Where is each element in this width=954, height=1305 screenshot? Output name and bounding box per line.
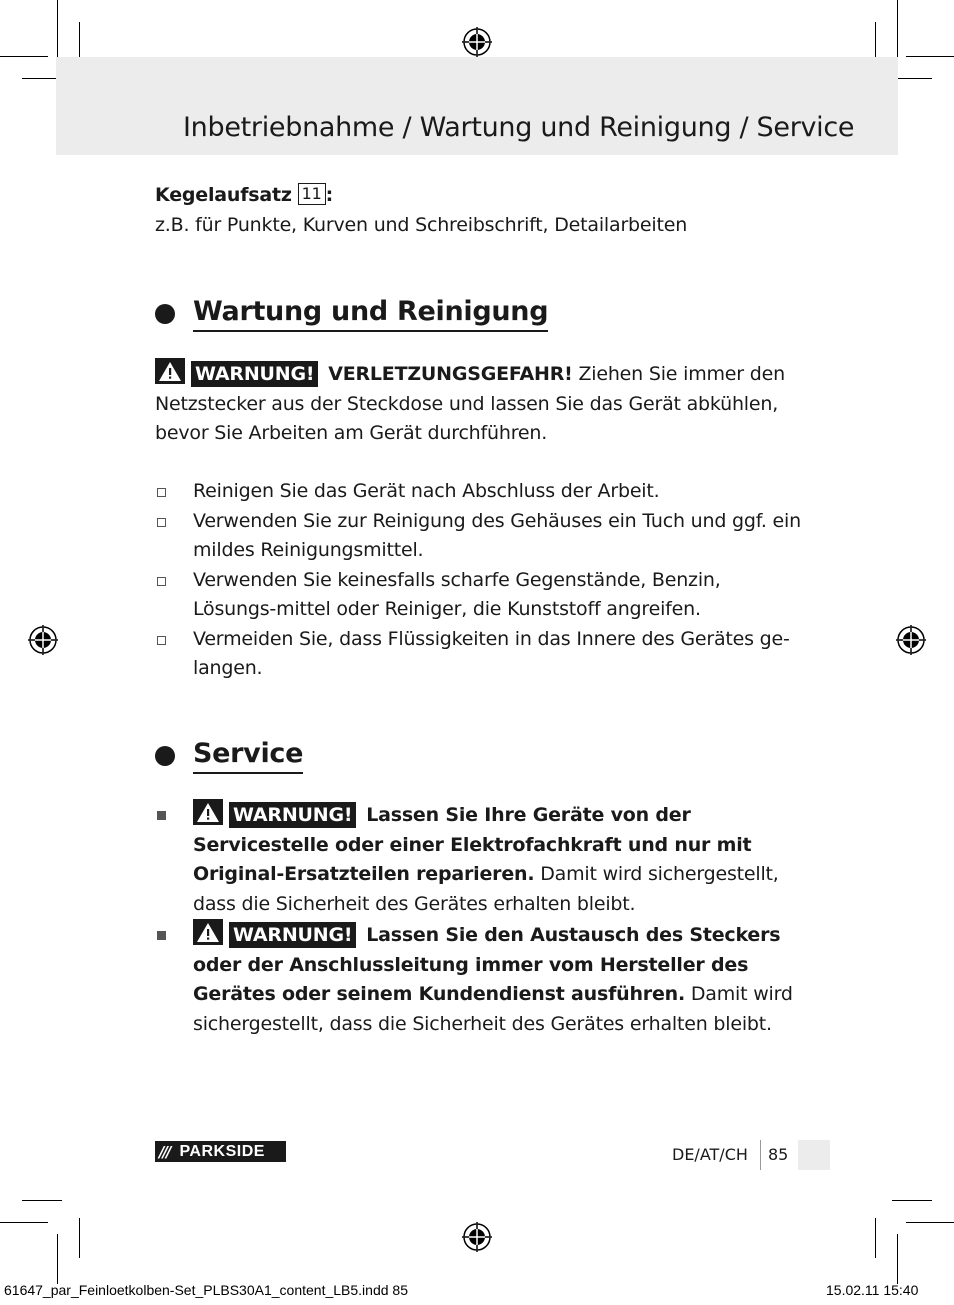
service-bold-text: Lassen Sie den Austausch des Steckers oder der Anschlussleitung immer vom Hersteller des Gerätes oder seinem Kundendienst ausführen. <box>193 924 781 1005</box>
crop-mark <box>79 1218 80 1258</box>
kegelaufsatz-description: z.B. für Punkte, Kurven und Schreibschrift, Detailarbeiten <box>155 213 688 236</box>
warning-paragraph <box>155 358 805 449</box>
crop-mark <box>79 22 80 62</box>
checkbox-bullet-icon <box>157 518 166 527</box>
warning-badge: WARNUNG! <box>229 802 356 828</box>
registration-mark-icon <box>28 625 58 655</box>
section-heading-wartung <box>155 296 548 332</box>
checkbox-bullet-icon <box>157 488 166 497</box>
part-number-badge: 11 <box>298 183 326 205</box>
list-item <box>155 566 805 625</box>
warning-triangle-icon <box>193 919 223 945</box>
warning-badge: WARNUNG! <box>229 922 356 948</box>
list-item <box>155 477 805 507</box>
section-title-service: Service <box>193 738 303 774</box>
logo-text: PARKSIDE <box>179 1142 265 1160</box>
crop-mark <box>897 0 898 62</box>
crop-mark <box>897 1234 898 1284</box>
list-item <box>155 625 805 684</box>
parkside-logo <box>155 1141 286 1162</box>
crop-mark <box>875 1218 876 1258</box>
warning-text: Ziehen Sie immer den Netzstecker aus der Steckdose und lassen Sie das Gerät abkühlen, bevor Sie Arbeiten am Gerät durchführen. <box>155 363 785 444</box>
registration-mark-icon <box>462 1222 492 1252</box>
crop-mark <box>875 22 876 62</box>
crop-mark <box>892 78 932 79</box>
slug-filename: 61647_par_Feinloetkolben-Set_PLBS30A1_content_LB5.indd 85 <box>4 1282 408 1298</box>
list-item-text: Reinigen Sie das Gerät nach Abschluss der Arbeit. <box>193 480 660 502</box>
crop-mark <box>892 1200 932 1201</box>
warning-triangle-icon <box>155 358 185 384</box>
warning-badge: WARNUNG! <box>191 361 318 387</box>
list-item <box>155 799 815 919</box>
warning-triangle-icon <box>193 799 223 825</box>
footer-region: DE/AT/CH <box>672 1145 748 1164</box>
square-bullet-icon <box>157 811 166 820</box>
service-text: Damit wird sichergestellt, dass die Sicherheit des Gerätes erhalten bleibt. <box>193 863 779 915</box>
crop-mark <box>57 0 58 62</box>
logo-slashes: /// <box>159 1142 170 1161</box>
registration-mark-icon <box>462 27 492 57</box>
square-bullet-icon <box>157 931 166 940</box>
crop-mark <box>22 1200 62 1201</box>
kegelaufsatz-colon: : <box>325 184 333 206</box>
service-text: Damit wird sichergestellt, dass die Sicherheit des Gerätes erhalten bleibt. <box>193 983 793 1035</box>
checkbox-bullet-icon <box>157 577 166 586</box>
warning-bold-text: VERLETZUNGSGEFAHR! <box>328 363 573 385</box>
kegelaufsatz-block <box>155 181 815 240</box>
page-title: Inbetriebnahme / Wartung und Reinigung / Service <box>183 112 855 143</box>
footer-tab-box <box>798 1140 830 1170</box>
wartung-list <box>155 477 805 684</box>
crop-mark <box>57 1234 58 1284</box>
list-item-text: Vermeiden Sie, dass Flüssigkeiten in das Innere des Gerätes ge-langen. <box>193 627 790 679</box>
list-item <box>155 919 815 1039</box>
section-heading-service <box>155 738 303 774</box>
list-item-text: Verwenden Sie keinesfalls scharfe Gegenstände, Benzin, Lösungs-mittel oder Reiniger, die Kunststoff angreifen. <box>193 568 721 620</box>
registration-mark-icon <box>896 625 926 655</box>
page-number: 85 <box>768 1145 789 1164</box>
footer-divider <box>760 1140 761 1170</box>
crop-mark <box>906 1222 954 1223</box>
list-item <box>155 507 805 566</box>
section-bullet-icon <box>155 304 175 324</box>
slug-date: 15.02.11 15:40 <box>826 1282 919 1298</box>
service-list <box>155 799 815 1039</box>
list-item-text: Verwenden Sie zur Reinigung des Gehäuses ein Tuch und ggf. ein mildes Reinigungsmittel. <box>193 509 801 561</box>
checkbox-bullet-icon <box>157 636 166 645</box>
crop-mark <box>906 56 954 57</box>
section-title-wartung: Wartung und Reinigung <box>193 296 548 332</box>
crop-mark <box>0 56 48 57</box>
crop-mark <box>0 1222 48 1223</box>
service-bold-text: Lassen Sie Ihre Geräte von der Servicestelle oder einer Elektrofachkraft und nur mit Original-Ersatzteilen reparieren. <box>193 804 752 885</box>
section-bullet-icon <box>155 746 175 766</box>
kegelaufsatz-title: Kegelaufsatz <box>155 184 292 206</box>
